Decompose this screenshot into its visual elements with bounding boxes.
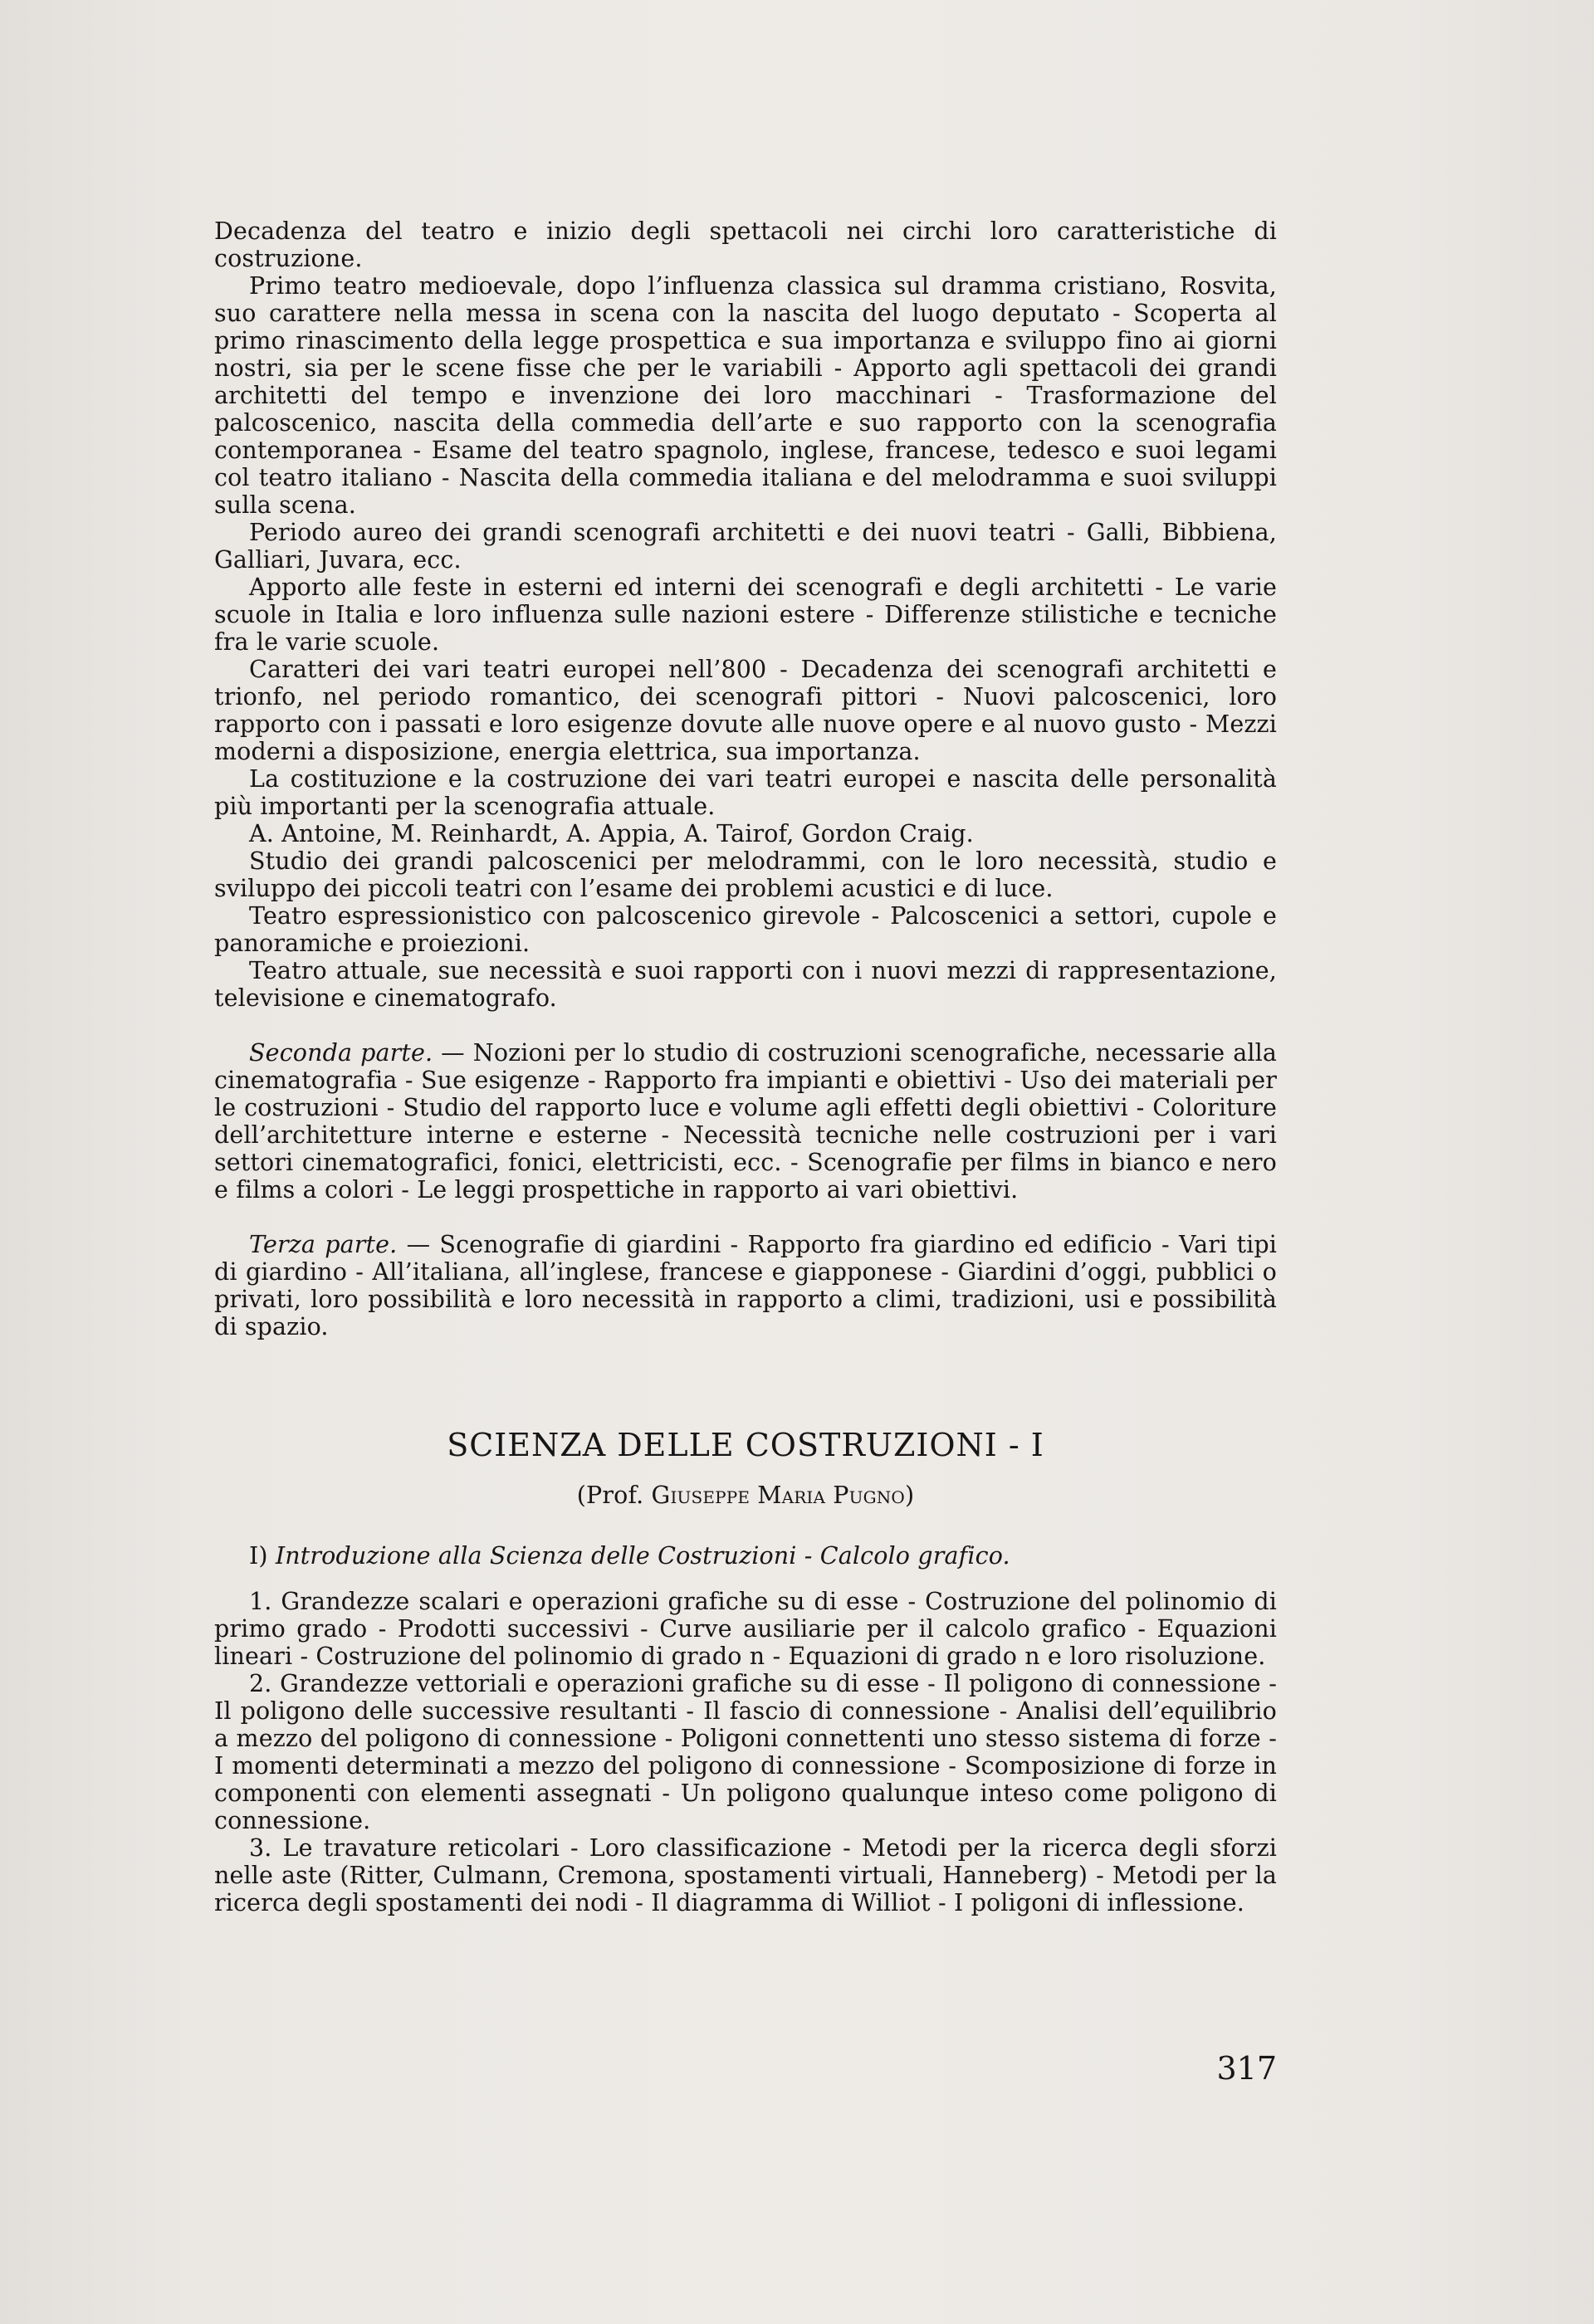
chapter-number: I)	[249, 1542, 276, 1570]
terza-parte-text: — Scenografie di giardini - Rapporto fra giardino ed edificio - Vari tipi di giardino - All’italiana, all’inglese, francese e giapponese - Giardini d’oggi, pubblici o privati, loro possibilità e loro necessità in rapporto a climi, tradizioni, usi e possibilità di spazio.	[214, 1231, 1277, 1340]
list-item: 3. Le travature reticolari - Loro classificazione - Metodi per la ricerca degli sforzi nelle aste (Ritter, Culmann, Cremona, spostamenti virtuali, Hanneberg) - Metodi per la ricerca degli spostamenti dei nodi - Il diagramma di Williot - I poligoni di inflessione.	[214, 1834, 1277, 1916]
intro-paragraph: Caratteri dei vari teatri europei nell’800 - Decadenza dei scenografi architetti e trionfo, nel periodo romantico, dei scenografi pittori - Nuovi palcoscenici, loro rapporto con i passati e loro esigenze dovute alle nuove opere e al nuovo gusto - Mezzi moderni a disposizione, energia elettrica, sua importanza.	[214, 656, 1277, 765]
author-prefix: (Prof.	[576, 1482, 652, 1509]
intro-paragraph: Periodo aureo dei grandi scenografi architetti e dei nuovi teatri - Galli, Bibbiena, Galliari, Juvara, ecc.	[214, 519, 1277, 574]
intro-paragraph: Teatro espressionistico con palcoscenico girevole - Palcoscenici a settori, cupole e panoramiche e proiezioni.	[214, 902, 1277, 957]
seconda-parte-text: — Nozioni per lo studio di costruzioni scenografiche, necessarie alla cinematografia - Sue esigenze - Rapporto fra impianti e obiettivi - Uso dei materiali per le costruzioni - Studio del rapporto luce e volume agli effetti degli obiettivi - Coloriture dell’architetture interne e esterne - Necessità tecniche nelle costruzioni per i vari settori cinematografici, fonici, elettricisti, ecc. - Scenografie per films in bianco e nero e films a colori - Le leggi prospettiche in rapporto ai vari obiettivi.	[214, 1039, 1278, 1204]
seconda-parte-paragraph	[214, 1039, 1277, 1204]
page-body	[214, 217, 1277, 1916]
intro-paragraph: Teatro attuale, sue necessità e suoi rapporti con i nuovi mezzi di rappresentazione, televisione e cinematografo.	[214, 957, 1277, 1012]
list-item: 1. Grandezze scalari e operazioni grafiche su di esse - Costruzione del polinomio di primo grado - Prodotti successivi - Curve ausiliarie per il calcolo grafico - Equazioni lineari - Costruzione del polinomio di grado n - Equazioni di grado n e loro risoluzione.	[214, 1588, 1277, 1670]
intro-paragraph: A. Antoine, M. Reinhardt, A. Appia, A. Tairof, Gordon Craig.	[249, 820, 974, 847]
page-number: 317	[1216, 2050, 1277, 2087]
intro-paragraph: Apporto alle feste in esterni ed interni dei scenografi e degli architetti - Le varie scuole in Italia e loro influenza sulle nazioni estere - Differenze stilistiche e tecniche fra le varie scuole.	[214, 574, 1277, 656]
author-name: Giuseppe Maria Pugno	[651, 1482, 905, 1509]
author-suffix: )	[904, 1482, 915, 1509]
intro-paragraph: Primo teatro medioevale, dopo l’influenza classica sul dramma cristiano, Rosvita, suo carattere nella messa in scena con la nascita del luogo deputato - Scoperta al primo rinascimento della legge prospettica e sua importanza e sviluppo fino ai giorni nostri, sia per le scene fisse che per le variabili - Apporto agli spettacoli dei grandi architetti del tempo e invenzione dei loro macchinari - Trasformazione del palcoscenico, nascita della commedia dell’arte e suo rapporto con la scenografia contemporanea - Esame del teatro spagnolo, inglese, francese, tedesco e suoi legami col teatro italiano - Nascita della commedia italiana e del melodramma e suoi sviluppi sulla scena.	[214, 272, 1277, 519]
terza-parte-paragraph	[214, 1231, 1277, 1340]
terza-parte-label: Terza parte.	[249, 1231, 398, 1258]
intro-paragraph: Decadenza del teatro e inizio degli spettacoli nei circhi loro caratteristiche di costruzione.	[214, 217, 1277, 272]
list-item: 2. Grandezze vettoriali e operazioni grafiche su di esse - Il poligono di connessione - Il poligono delle successive resultanti - Il fascio di connessione - Analisi dell’equilibrio a mezzo del poligono di connessione - Poligoni connettenti uno stesso sistema di forze - I momenti determinati a mezzo del poligono di connessione - Scomposizione di forze in componenti con elementi assegnati - Un poligono qualunque inteso come poligono di connessione.	[214, 1670, 1277, 1834]
section-title: SCIENZA DELLE COSTRUZIONI - I	[447, 1427, 1044, 1463]
intro-paragraph: La costituzione e la costruzione dei vari teatri europei e nascita delle personalità più importanti per la scenografia attuale.	[214, 765, 1277, 820]
section-author	[214, 1482, 1277, 1509]
intro-paragraph: Studio dei grandi palcoscenici per melodrammi, con le loro necessità, studio e sviluppo dei piccoli teatri con l’esame dei problemi acustici e di luce.	[214, 847, 1277, 902]
chapter-title: Introduzione alla Scienza delle Costruzioni - Calcolo grafico.	[275, 1542, 1010, 1570]
seconda-parte-label: Seconda parte.	[249, 1039, 433, 1067]
chapter-heading	[214, 1542, 1277, 1570]
